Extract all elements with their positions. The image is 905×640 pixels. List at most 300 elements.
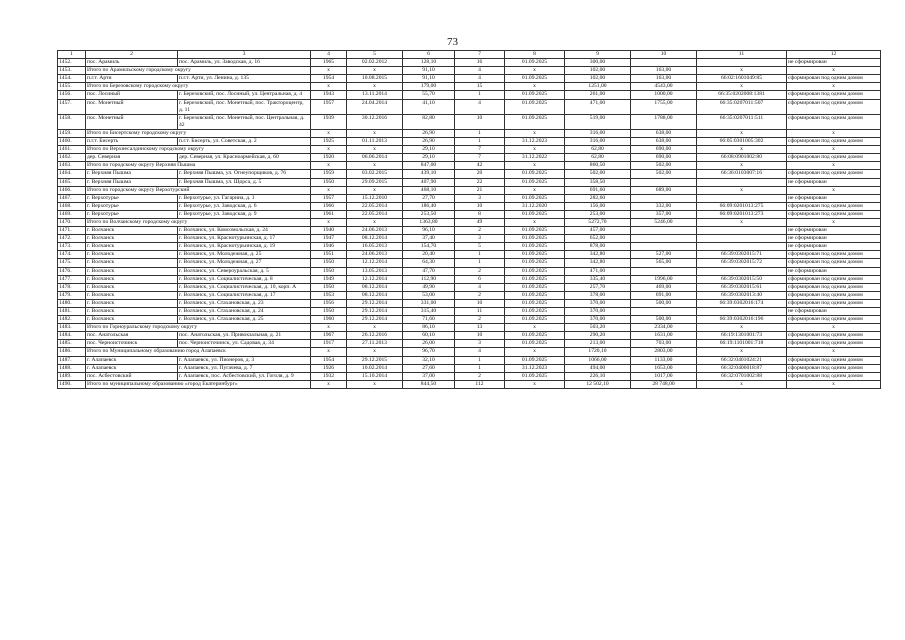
table-cell: x <box>311 380 347 388</box>
table-cell: г. Волчанск, ул. Комсомольская, д. 24 <box>178 227 311 235</box>
table-row <box>58 138 881 146</box>
table-cell: x <box>347 186 403 194</box>
table-cell: сформирован под одним домом <box>787 91 881 99</box>
table-cell: 257,70 <box>565 283 631 291</box>
table-cell: п.г.т. Арти <box>86 75 178 83</box>
table-cell: сформирован под одним домом <box>787 356 881 364</box>
table-cell: г. Волчанск, ул. Стахановская, д. 24 <box>178 308 311 316</box>
table-cell: 1 <box>455 129 505 137</box>
table-cell: x <box>347 67 403 75</box>
table-cell: x <box>505 162 565 170</box>
table-cell: 10.02.2014 <box>347 364 403 372</box>
table-cell: 315,40 <box>403 308 455 316</box>
table-cell: пос. Монетный <box>86 114 178 129</box>
table-cell: x <box>311 186 347 194</box>
table-row <box>58 267 881 275</box>
table-cell: 66:39:0302016:174 <box>697 299 787 307</box>
table-cell: 638,00 <box>631 138 697 146</box>
table-cell: 01.11.2013 <box>347 138 403 146</box>
table-row <box>58 275 881 283</box>
header-cell: 7 <box>455 51 505 59</box>
table-cell: 226,10 <box>565 372 631 380</box>
table-cell: 6 <box>455 275 505 283</box>
table-cell: x <box>787 380 881 388</box>
table-cell: 12.12.2014 <box>347 259 403 267</box>
table-cell: 66:39:0302015:72 <box>697 259 787 267</box>
table-cell: 01.09.2025 <box>505 170 565 178</box>
table-cell: 62,80 <box>565 154 631 162</box>
table-cell: x <box>505 83 565 91</box>
table-cell: 1957 <box>311 99 347 114</box>
table-cell: 1456. <box>58 91 86 99</box>
table-cell: сформирован под одним домом <box>787 275 881 283</box>
table-cell: 1943 <box>311 91 347 99</box>
table-cell: 1467. <box>58 194 86 202</box>
table-cell: 1457. <box>58 99 86 114</box>
table-cell: не сформирован <box>787 178 881 186</box>
table-cell: x <box>697 380 787 388</box>
table-row <box>58 243 881 251</box>
table-cell <box>697 235 787 243</box>
table-row <box>58 308 881 316</box>
header-cell: 10 <box>631 51 697 59</box>
table-cell: 112 <box>455 380 505 388</box>
table-cell: г. Верхняя Пышма <box>86 178 178 186</box>
table-cell: 1133,00 <box>631 356 697 364</box>
table-cell: Итого по Верхнесалдинскому городскому округу <box>86 146 311 154</box>
table-cell: пос. Лосиный <box>86 91 178 99</box>
table-cell: 357,00 <box>631 210 697 218</box>
table-cell: 1476. <box>58 267 86 275</box>
table-cell: 1631,00 <box>631 332 697 340</box>
table-cell: 1460. <box>58 138 86 146</box>
table-cell: 1483. <box>58 324 86 332</box>
table-cell: пос. Черноисточинск <box>86 340 178 348</box>
table-cell: 1 <box>455 259 505 267</box>
table-cell: 1489. <box>58 372 86 380</box>
table-cell: 1455. <box>58 83 86 91</box>
table-cell: г. Верхотурье <box>86 210 178 218</box>
table-cell: г. Волчанск, ул. Краснотурьинская, д. 17 <box>178 235 311 243</box>
table-cell <box>631 178 697 186</box>
table-cell: 691,60 <box>565 186 631 194</box>
table-cell <box>697 308 787 316</box>
table-cell: 469,00 <box>631 283 697 291</box>
table-cell: x <box>311 348 347 356</box>
table-row <box>58 235 881 243</box>
table-cell: x <box>787 162 881 170</box>
table-row <box>58 227 881 235</box>
subtotal-row <box>58 218 881 226</box>
table-cell: 565,00 <box>631 259 697 267</box>
table-cell: сформирован под одним домом <box>787 99 881 114</box>
table-cell: 300,00 <box>565 59 631 67</box>
table-row <box>58 154 881 162</box>
table-cell <box>697 59 787 67</box>
table-cell: 527,00 <box>631 251 697 259</box>
table-cell: 1959 <box>311 170 347 178</box>
table-cell: 06.06.2014 <box>347 154 403 162</box>
table-cell: г. Волчанск <box>86 283 178 291</box>
table-cell: x <box>311 67 347 75</box>
table-cell: x <box>697 162 787 170</box>
table-cell: 29,10 <box>403 146 455 154</box>
table-cell: 342,80 <box>565 251 631 259</box>
table-cell: 13.05.2013 <box>347 267 403 275</box>
table-cell: 71,60 <box>403 316 455 324</box>
table-cell: 1470. <box>58 218 86 226</box>
table-cell: п.г.т. Бисерть <box>86 138 178 146</box>
table-row <box>58 178 881 186</box>
table-cell: г. Березовский, пос. Лосиный, ул. Центральная, д. 4 <box>178 91 311 99</box>
table-cell: 1940 <box>311 227 347 235</box>
table-cell: 332,00 <box>631 202 697 210</box>
table-row <box>58 99 881 114</box>
table-cell: Итого по муниципальному образованию «город Екатеринбург» <box>86 380 311 388</box>
table-cell: сформирован под одним домом <box>787 340 881 348</box>
table-cell: 29.12.2014 <box>347 316 403 324</box>
table-cell: 66:32:0401024:21 <box>697 356 787 364</box>
table-cell: 08.12.2014 <box>347 283 403 291</box>
table-cell: г. Волчанск, ул. Молодежная, д. 27 <box>178 259 311 267</box>
table-cell: 16 <box>455 59 505 67</box>
table-cell: 1950 <box>311 308 347 316</box>
table-cell <box>631 194 697 202</box>
table-cell: 12.12.2014 <box>347 275 403 283</box>
table-cell: 1453. <box>58 67 86 75</box>
table-cell: x <box>311 83 347 91</box>
table-cell: 2 <box>455 316 505 324</box>
table-cell: 1961 <box>311 210 347 218</box>
table-cell: сформирован под одним домом <box>787 259 881 267</box>
table-cell: 1965 <box>311 59 347 67</box>
table-cell: 2803,00 <box>631 348 697 356</box>
table-cell: г. Алапаевск <box>86 356 178 364</box>
table-cell: 502,00 <box>565 170 631 178</box>
table-cell: x <box>347 162 403 170</box>
table-cell: 1917 <box>311 340 347 348</box>
table-cell: г. Верхотурье <box>86 202 178 210</box>
table-cell: г. Березовский, пос. Монетный, пос. Трактороцентр, д. 11 <box>178 99 311 114</box>
table-cell: x <box>787 146 881 154</box>
table-cell: 4 <box>455 348 505 356</box>
table-cell: 62,80 <box>565 146 631 154</box>
table-row <box>58 59 881 67</box>
table-cell: 1464. <box>58 170 86 178</box>
table-cell: x <box>505 380 565 388</box>
table-row <box>58 251 881 259</box>
table-cell: 66:36:0103007:16 <box>697 170 787 178</box>
table-cell: не сформирован <box>787 59 881 67</box>
table-cell: 01.09.2025 <box>505 291 565 299</box>
table-cell <box>631 267 697 275</box>
table-cell: 457,00 <box>565 227 631 235</box>
table-cell: 652,00 <box>565 235 631 243</box>
table-cell: x <box>347 146 403 154</box>
table-cell: сформирован под одним домом <box>787 299 881 307</box>
table-cell: 10 <box>455 332 505 340</box>
table-cell: не сформирован <box>787 235 881 243</box>
table-cell: 64,30 <box>403 259 455 267</box>
table-cell: 28 748,00 <box>631 380 697 388</box>
table-cell: 1925 <box>311 138 347 146</box>
table-cell: 01.09.2025 <box>505 283 565 291</box>
table-cell: 468,10 <box>403 186 455 194</box>
table-cell: 102,00 <box>565 75 631 83</box>
table-cell <box>631 235 697 243</box>
table-row <box>58 259 881 267</box>
table-row <box>58 170 881 178</box>
table-cell: Итого по Волчанскому городскому округу <box>86 218 311 226</box>
register-table <box>57 50 881 389</box>
table-cell: 29.12.2014 <box>347 308 403 316</box>
table-cell: 66:09:0201013:273 <box>697 210 787 218</box>
table-cell: 1950 <box>311 283 347 291</box>
table-cell: 3 <box>455 235 505 243</box>
table-cell: 1953 <box>311 291 347 299</box>
table-cell: 1653,00 <box>631 364 697 372</box>
table-cell: 31.12.2023 <box>505 138 565 146</box>
table-cell: сформирован под одним домом <box>787 138 881 146</box>
table-cell: 378,00 <box>565 291 631 299</box>
table-cell: 691,00 <box>631 291 697 299</box>
table-cell: 1 <box>455 138 505 146</box>
table-cell: 156,00 <box>565 202 631 210</box>
table-cell: 154,70 <box>403 243 455 251</box>
table-cell: сформирован под одним домом <box>787 114 881 129</box>
table-cell: 96,10 <box>403 227 455 235</box>
table-cell: 01.09.2025 <box>505 340 565 348</box>
table-cell: 1956 <box>311 299 347 307</box>
header-cell: 8 <box>505 51 565 59</box>
table-cell: Итого по городскому округу Верхняя Пышма <box>86 162 311 170</box>
table-cell: 689,00 <box>631 186 697 194</box>
table-cell: 1488. <box>58 364 86 372</box>
table-cell: 8 <box>455 210 505 218</box>
table-cell: дер. Северная <box>86 154 178 162</box>
table-cell: 37,40 <box>403 235 455 243</box>
table-cell: 335,40 <box>565 275 631 283</box>
table-row <box>58 210 881 218</box>
table-cell: 15 <box>455 83 505 91</box>
table-cell: 4 <box>455 99 505 114</box>
table-cell: 26.12.2016 <box>347 332 403 340</box>
table-cell: 1485. <box>58 340 86 348</box>
table-cell: 2 <box>455 291 505 299</box>
table-cell: 2 <box>455 267 505 275</box>
table-cell <box>697 194 787 202</box>
table-row <box>58 283 881 291</box>
table-cell: 22 <box>455 178 505 186</box>
table-cell: 3 <box>455 340 505 348</box>
table-row <box>58 194 881 202</box>
table-cell: пос. Монетный <box>86 99 178 114</box>
table-cell: г. Волчанск <box>86 308 178 316</box>
table-cell: 1484. <box>58 332 86 340</box>
table-cell <box>697 178 787 186</box>
table-cell: 49,90 <box>403 283 455 291</box>
table-cell: Итого по Муниципальному образованию город Алапаевск <box>86 348 311 356</box>
table-cell: 30.12.2016 <box>347 114 403 129</box>
table-cell <box>697 267 787 275</box>
table-cell: 22.05.2014 <box>347 210 403 218</box>
table-cell: 331,00 <box>403 299 455 307</box>
table-cell: 31.12.2023 <box>505 364 565 372</box>
table-cell: г. Волчанск <box>86 316 178 324</box>
table-cell: x <box>347 218 403 226</box>
table-cell: 1 <box>455 91 505 99</box>
table-cell: 1960 <box>311 316 347 324</box>
table-cell: x <box>347 129 403 137</box>
table-cell: пос. Черноисточинск, ул. Садовая, д. 34 <box>178 340 311 348</box>
table-cell: пос. Арамиль, ул. Заводская, д. 16 <box>178 59 311 67</box>
table-cell: сформирован под одним домом <box>787 251 881 259</box>
table-cell: г. Волчанск, ул. Молодежная, д. 25 <box>178 251 311 259</box>
table-cell: 24.06.2013 <box>347 251 403 259</box>
table-cell: 1465. <box>58 178 86 186</box>
table-cell: 41,10 <box>403 99 455 114</box>
table-cell: 02.02.2012 <box>347 59 403 67</box>
table-cell: 860,50 <box>565 162 631 170</box>
table-cell: x <box>787 324 881 332</box>
table-cell: x <box>697 186 787 194</box>
table-cell: 1473. <box>58 243 86 251</box>
table-row <box>58 364 881 372</box>
table-cell: г. Верхотурье, ул. Заводская, д. 6 <box>178 202 311 210</box>
table-cell: 1939 <box>311 114 347 129</box>
table-cell: 01.09.2025 <box>505 99 565 114</box>
table-cell: 01.09.2025 <box>505 267 565 275</box>
table-cell: 66:39:0302013:40 <box>697 291 787 299</box>
table-cell: 407,90 <box>403 178 455 186</box>
table-cell: г. Волчанск <box>86 267 178 275</box>
table-cell: 1950 <box>311 259 347 267</box>
table-cell: 29,10 <box>403 154 455 162</box>
table-cell: 01.09.2025 <box>505 308 565 316</box>
table-cell: 471,00 <box>565 99 631 114</box>
table-cell: 370,00 <box>565 316 631 324</box>
table-cell: 20 <box>455 170 505 178</box>
table-cell: 66:19:1101001:718 <box>697 340 787 348</box>
subtotal-row <box>58 67 881 75</box>
table-cell <box>631 243 697 251</box>
table-cell: x <box>697 67 787 75</box>
table-cell: x <box>505 146 565 154</box>
table-cell: x <box>787 186 881 194</box>
table-cell: 29.12.2015 <box>347 356 403 364</box>
table-row <box>58 372 881 380</box>
table-cell: 66:35:0202008:1381 <box>697 91 787 99</box>
table-cell: 502,00 <box>631 170 697 178</box>
header-cell: 11 <box>697 51 787 59</box>
table-cell: г. Верхняя Пышма <box>86 170 178 178</box>
table-cell: 1463. <box>58 162 86 170</box>
table-cell: 26,90 <box>403 129 455 137</box>
table-cell: г. Алапаевск, ул. Пугачева, д. 7 <box>178 364 311 372</box>
table-cell: 1480. <box>58 299 86 307</box>
table-row <box>58 202 881 210</box>
table-cell: 1482. <box>58 316 86 324</box>
table-cell: 01.09.2025 <box>505 227 565 235</box>
table-cell: x <box>505 218 565 226</box>
table-cell: 3 <box>455 194 505 202</box>
table-cell: не сформирован <box>787 243 881 251</box>
table-cell: 500,00 <box>631 299 697 307</box>
table-cell: г. Волчанск <box>86 275 178 283</box>
table-cell: 1017,00 <box>631 372 697 380</box>
table-cell: 91,10 <box>403 75 455 83</box>
table-cell: 253,00 <box>565 210 631 218</box>
table-cell: 519,00 <box>565 114 631 129</box>
table-row <box>58 332 881 340</box>
table-cell: г. Волчанск <box>86 227 178 235</box>
table-cell: 1949 <box>311 275 347 283</box>
table-cell: 66:19:1301001:73 <box>697 332 787 340</box>
table-cell: 27.11.2013 <box>347 340 403 348</box>
table-cell: x <box>697 129 787 137</box>
page-number: 73 <box>447 36 458 48</box>
table-cell: г. Алапаевск <box>86 364 178 372</box>
table-cell: 21 <box>455 186 505 194</box>
table-cell: 66:39:0302015:61 <box>697 283 787 291</box>
table-cell: 1996,00 <box>631 275 697 283</box>
table-cell: x <box>347 348 403 356</box>
table-row <box>58 291 881 299</box>
table-cell: 13.11.2014 <box>347 91 403 99</box>
table-cell: 20,40 <box>403 251 455 259</box>
table-cell: г. Волчанск, ул. Социалистическая, д. 8 <box>178 275 311 283</box>
table-cell: 55,70 <box>403 91 455 99</box>
table-cell: сформирован под одним домом <box>787 154 881 162</box>
table-cell: 1066,00 <box>565 356 631 364</box>
table-cell: пос. Арамиль <box>86 59 178 67</box>
table-row <box>58 299 881 307</box>
table-cell: 5 <box>455 243 505 251</box>
table-row <box>58 316 881 324</box>
table-cell: сформирован под одним домом <box>787 75 881 83</box>
table-cell: сформирован под одним домом <box>787 283 881 291</box>
table-cell: 847,00 <box>403 162 455 170</box>
table-cell: 213,00 <box>565 340 631 348</box>
table-cell: г. Волчанск <box>86 259 178 267</box>
table-cell: 15.10.2014 <box>347 372 403 380</box>
table-cell: 102,00 <box>565 67 631 75</box>
table-cell: пос. Асбестовский <box>86 372 178 380</box>
table-cell: 29.09.2015 <box>347 178 403 186</box>
table-cell: 2 <box>455 227 505 235</box>
table-cell: 290,20 <box>565 332 631 340</box>
table-cell: x <box>505 67 565 75</box>
table-cell: 370,00 <box>565 299 631 307</box>
table-cell: 1486. <box>58 348 86 356</box>
table-cell: 1966 <box>311 202 347 210</box>
table-cell: 16.05.2013 <box>347 243 403 251</box>
table-cell: 01.09.2025 <box>505 356 565 364</box>
table-cell: 27,60 <box>403 364 455 372</box>
table-cell: 1479. <box>58 291 86 299</box>
table-cell: 15.12.2010 <box>347 194 403 202</box>
table-cell: x <box>787 129 881 137</box>
table-cell: 358,50 <box>565 178 631 186</box>
table-cell: 42 <box>455 162 505 170</box>
table-cell: 1951 <box>311 251 347 259</box>
table-cell: 26,00 <box>403 340 455 348</box>
table-cell: п.г.т. Бисерть, ул. Советская, д. 2 <box>178 138 311 146</box>
table-cell: 1957 <box>311 194 347 202</box>
table-cell: x <box>787 83 881 91</box>
table-cell <box>697 243 787 251</box>
table-cell: сформирован под одним домом <box>787 372 881 380</box>
